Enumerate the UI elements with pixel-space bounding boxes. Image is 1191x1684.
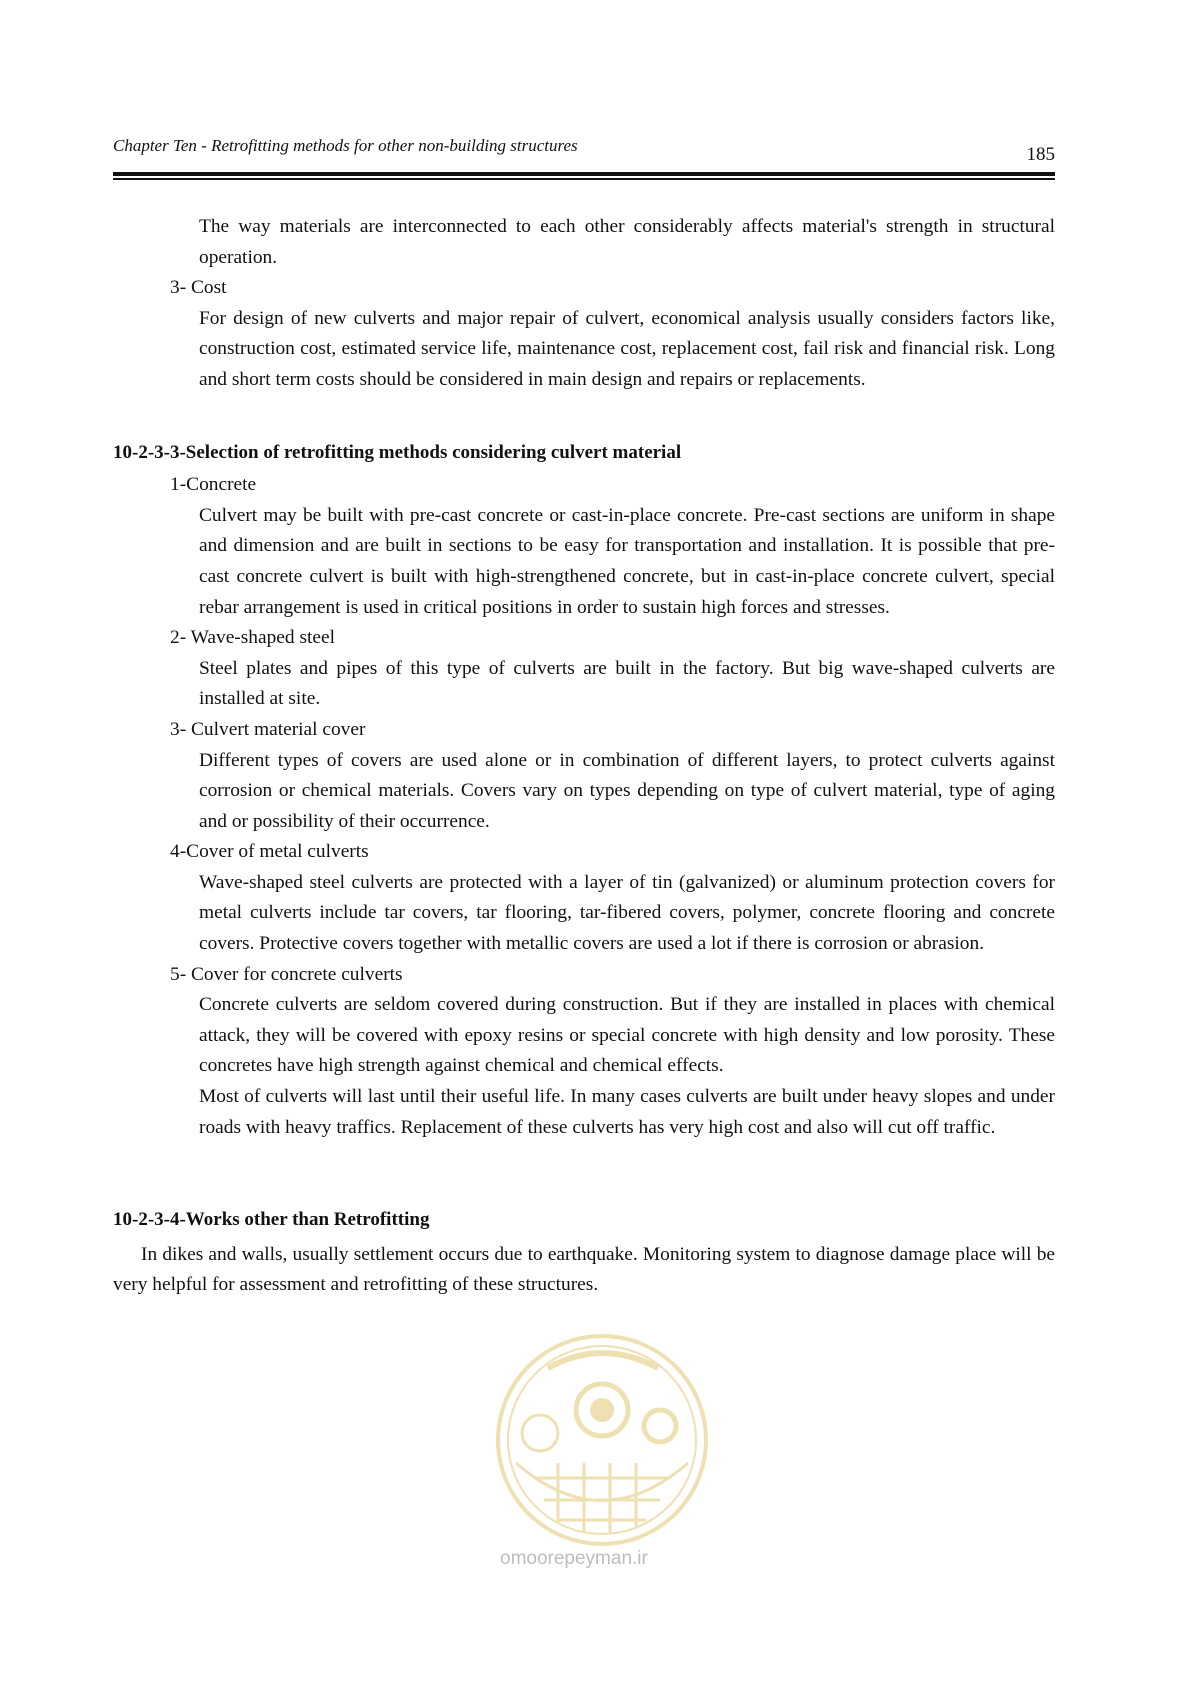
- page-header: [113, 132, 1055, 182]
- header-rule-thick: [113, 172, 1055, 176]
- header-rule-thin: [113, 178, 1055, 180]
- watermark-text: omoorepeyman.ir: [500, 1548, 648, 1569]
- page-number: 185: [1026, 144, 1055, 165]
- item-body-culvert-life: Most of culverts will last until their useful life. In many cases culverts are built under heavy slopes and under roads with heavy traffics. Replacement of these culverts has very high cost and also will cut off traffic.: [199, 1086, 1055, 1138]
- cost-body: For design of new culverts and major repair of culvert, economical analysis usually considers factors like, construction cost, estimated service life, maintenance cost, replacement cost, fail risk and financial risk. Long and short term costs should be considered in main design and repairs or replacements.: [199, 307, 1055, 390]
- cost-title: 3- Cost: [170, 277, 227, 299]
- item-body-metal-cover: Wave-shaped steel culverts are protected with a layer of tin (galvanized) or aluminum protection covers for metal culverts include tar covers, tar flooring, tar-fibered covers, polymer, concrete flooring and concrete covers. Protective covers together with metallic covers are used a lot if there is corrosion or abrasion.: [199, 871, 1055, 955]
- item-title-metal-cover: 4-Cover of metal culverts: [170, 841, 369, 863]
- item-body-wave-steel: Steel plates and pipes of this type of culverts are built in the factory. But big wave-shaped culverts are installed at site.: [199, 657, 1055, 710]
- section-heading-other-works: 10-2-3-4-Works other than Retrofitting: [113, 1209, 430, 1231]
- item-body-concrete: Culvert may be built with pre-cast concrete or cast-in-place concrete. Pre-cast sections are uniform in shape and dimension and are built in sections to be easy for transportation and installation. It is possible that pre-cast concrete culvert is built with high-strengthened concrete, but in cast-in-place concrete culvert, special rebar arrangement is used in critical positions in order to sustain high forces and stresses.: [199, 504, 1055, 618]
- section-heading-selection: 10-2-3-3-Selection of retrofitting methods considering culvert material: [113, 441, 682, 463]
- item-title-wave-steel: 2- Wave-shaped steel: [170, 627, 335, 649]
- item-body-concrete-cover: Concrete culverts are seldom covered during construction. But if they are installed in places with chemical attack, they will be covered with epoxy resins or special concrete with high density and low porosity. These concretes have high strength against chemical and chemical effects.: [199, 994, 1055, 1077]
- item-title-concrete-cover: 5- Cover for concrete culverts: [170, 963, 403, 985]
- seal-logo-icon: [488, 1328, 716, 1568]
- chapter-title: Chapter Ten - Retrofitting methods for other non-building structures: [113, 136, 578, 155]
- other-works-body: In dikes and walls, usually settlement occurs due to earthquake. Monitoring system to diagnose damage place will be very helpful for assessment and retrofitting of these structures.: [113, 1243, 1055, 1296]
- page-content: [113, 212, 1055, 1301]
- item-title-material-cover: 3- Culvert material cover: [170, 718, 366, 740]
- item-title-concrete: 1-Concrete: [170, 474, 257, 496]
- intro-paragraph: The way materials are interconnected to each other considerably affects material's strength in structural operation.: [199, 216, 1055, 268]
- item-body-material-cover: Different types of covers are used alone or in combination of different layers, to protect culverts against corrosion or chemical materials. Covers vary on types depending on type of culvert material, type of aging and or possibility of their occurrence.: [199, 749, 1055, 832]
